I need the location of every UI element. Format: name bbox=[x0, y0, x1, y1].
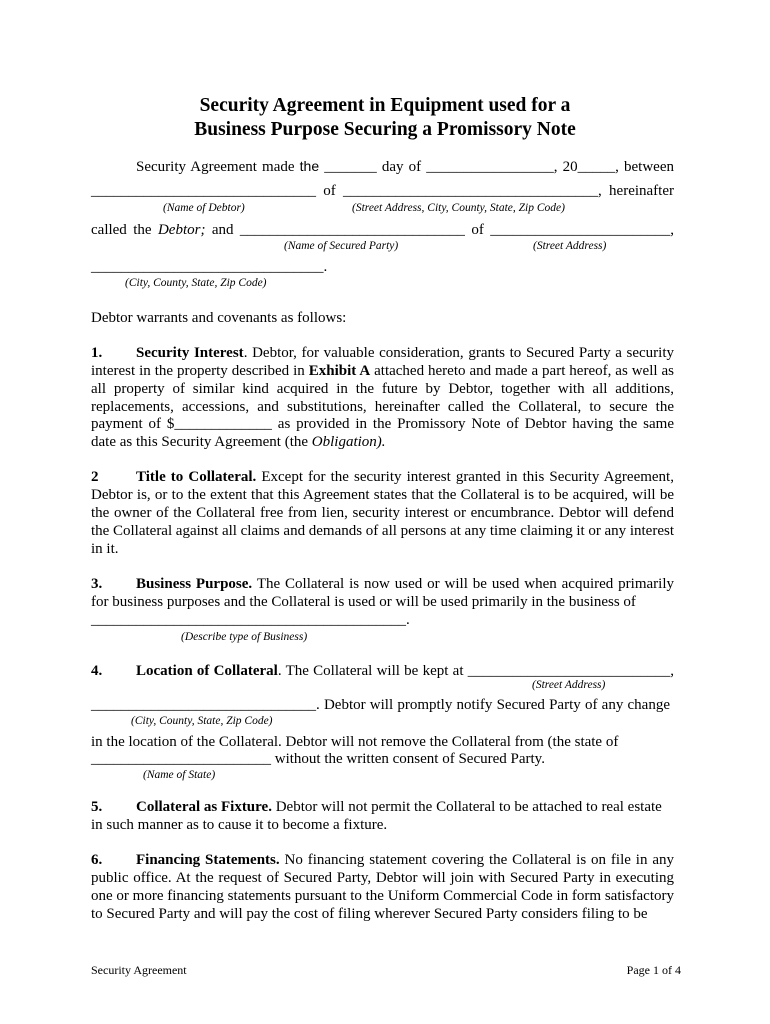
label-type-of-business: (Describe type of Business) bbox=[181, 631, 308, 643]
section-1-line-6 bbox=[91, 433, 386, 451]
section-3-heading: Business Purpose. bbox=[136, 576, 253, 592]
section-2-heading: Title to Collateral. bbox=[136, 469, 257, 485]
label-name-of-state: (Name of State) bbox=[143, 769, 216, 781]
section-5-line-2: in such manner as to cause it to become a fixture. bbox=[91, 817, 388, 833]
section-1-line-2 bbox=[91, 362, 674, 380]
section-1-line-3: all property of similar kind acquired in the future by Debtor, together with all additions, bbox=[91, 381, 674, 397]
section-3-number: 3. bbox=[91, 576, 103, 592]
intro-line-1 bbox=[136, 157, 674, 176]
section-4-line-2: ______________________________. Debtor will promptly notify Secured Party of any change bbox=[91, 697, 670, 713]
intro-text: called the bbox=[91, 222, 158, 238]
section-1-heading: Security Interest bbox=[136, 345, 244, 361]
intro-text: Security Agreement made bbox=[136, 159, 300, 175]
section-3-line-2: for business purposes and the Collateral is used or will be used primarily in the business of bbox=[91, 594, 636, 610]
section-text: interest in the property described in bbox=[91, 363, 309, 379]
label-street-address: (Street Address) bbox=[533, 240, 607, 252]
label-collateral-city: (City, County, State, Zip Code) bbox=[131, 715, 273, 727]
section-4-line-4: ________________________ without the written consent of Secured Party. bbox=[91, 751, 545, 767]
section-2-line-2: Debtor is, or to the extent that this Agreement states that the Collateral is to be acquired, will be bbox=[91, 487, 674, 503]
intro-line-4: _______________________________. bbox=[91, 259, 328, 275]
exhibit-a-reference: Exhibit A bbox=[308, 363, 371, 379]
document-title-line-2: Business Purpose Securing a Promissory Note bbox=[194, 119, 576, 140]
warrants-statement: Debtor warrants and covenants as follows: bbox=[91, 310, 347, 326]
section-2-line-1 bbox=[136, 468, 674, 486]
debtor-term: Debtor; bbox=[157, 222, 206, 238]
label-name-of-secured-party: (Name of Secured Party) bbox=[284, 240, 399, 252]
section-6-number: 6. bbox=[91, 852, 103, 868]
intro-line-3 bbox=[91, 221, 674, 239]
section-1-number: 1. bbox=[91, 345, 103, 361]
intro-text: the bbox=[299, 158, 320, 174]
section-6-line-2: public office. At the request of Secured Party, Debtor will join with Secured Party in executing bbox=[91, 870, 674, 886]
section-text: Except for the security interest granted in this Security Agreement, bbox=[256, 469, 674, 485]
section-4-heading: Location of Collateral bbox=[136, 663, 278, 679]
footer-document-name: Security Agreement bbox=[91, 963, 187, 977]
label-city-county-state-zip: (City, County, State, Zip Code) bbox=[125, 277, 267, 289]
section-5-heading: Collateral as Fixture. bbox=[136, 799, 272, 815]
section-6-line-4: to Secured Party and will pay the cost of filing wherever Secured Party considers filing to be bbox=[91, 906, 648, 922]
document-title-line-1: Security Agreement in Equipment used for a bbox=[199, 95, 571, 116]
section-text: date as this Security Agreement (the bbox=[91, 434, 312, 450]
label-name-of-debtor: (Name of Debtor) bbox=[163, 202, 245, 214]
intro-blanks: and ______________________________ of ________________________, bbox=[205, 222, 674, 238]
section-text: No financing statement covering the Collateral is on file in any bbox=[279, 852, 675, 868]
section-3-line-1 bbox=[136, 575, 674, 593]
section-text: attached hereto and made a part hereof, as well as bbox=[370, 363, 674, 379]
section-4-number: 4. bbox=[91, 663, 103, 679]
label-collateral-street: (Street Address) bbox=[532, 679, 606, 691]
section-5-line-1 bbox=[136, 798, 662, 816]
intro-line-2: ______________________________ of __________________________________, hereinafter bbox=[91, 183, 674, 199]
intro-blanks: _______ day of _________________, 20_____, between bbox=[319, 159, 674, 175]
obligation-term: Obligation). bbox=[311, 434, 386, 450]
section-text: Debtor will not permit the Collateral to be attached to real estate bbox=[271, 799, 662, 815]
section-2-number: 2 bbox=[91, 469, 99, 485]
section-text: . Debtor, for valuable consideration, grants to Secured Party a security bbox=[243, 345, 674, 361]
footer-page-number: Page 1 of 4 bbox=[626, 963, 681, 977]
section-1-line-4: replacements, accessions, and substitutions, hereinafter called the Collateral, to secure the bbox=[91, 399, 674, 415]
section-1-line-1 bbox=[136, 344, 674, 362]
section-5-number: 5. bbox=[91, 799, 103, 815]
section-2-line-5: in it. bbox=[91, 541, 119, 557]
label-debtor-address: (Street Address, City, County, State, Zip Code) bbox=[352, 202, 565, 214]
section-text: . The Collateral will be kept at ___________________________, bbox=[277, 663, 675, 679]
business-type-blank: __________________________________________. bbox=[91, 612, 410, 628]
section-6-line-1 bbox=[136, 851, 674, 869]
section-1-line-5: payment of $_____________ as provided in the Promissory Note of Debtor having the same bbox=[91, 416, 674, 432]
section-2-line-3: the owner of the Collateral free from lien, security interest or encumbrance. Debtor will defend bbox=[91, 505, 674, 521]
section-4-line-3: in the location of the Collateral. Debtor will not remove the Collateral from (the state of bbox=[91, 734, 619, 750]
section-2-line-4: the Collateral against all claims and demands of all persons at any time claiming it or any interest bbox=[91, 523, 674, 539]
section-text: The Collateral is now used or will be used when acquired primarily bbox=[252, 576, 674, 592]
section-6-line-3: one or more financing statements pursuant to the Uniform Commercial Code in form satisfactory bbox=[91, 888, 674, 904]
section-6-heading: Financing Statements. bbox=[136, 852, 280, 868]
